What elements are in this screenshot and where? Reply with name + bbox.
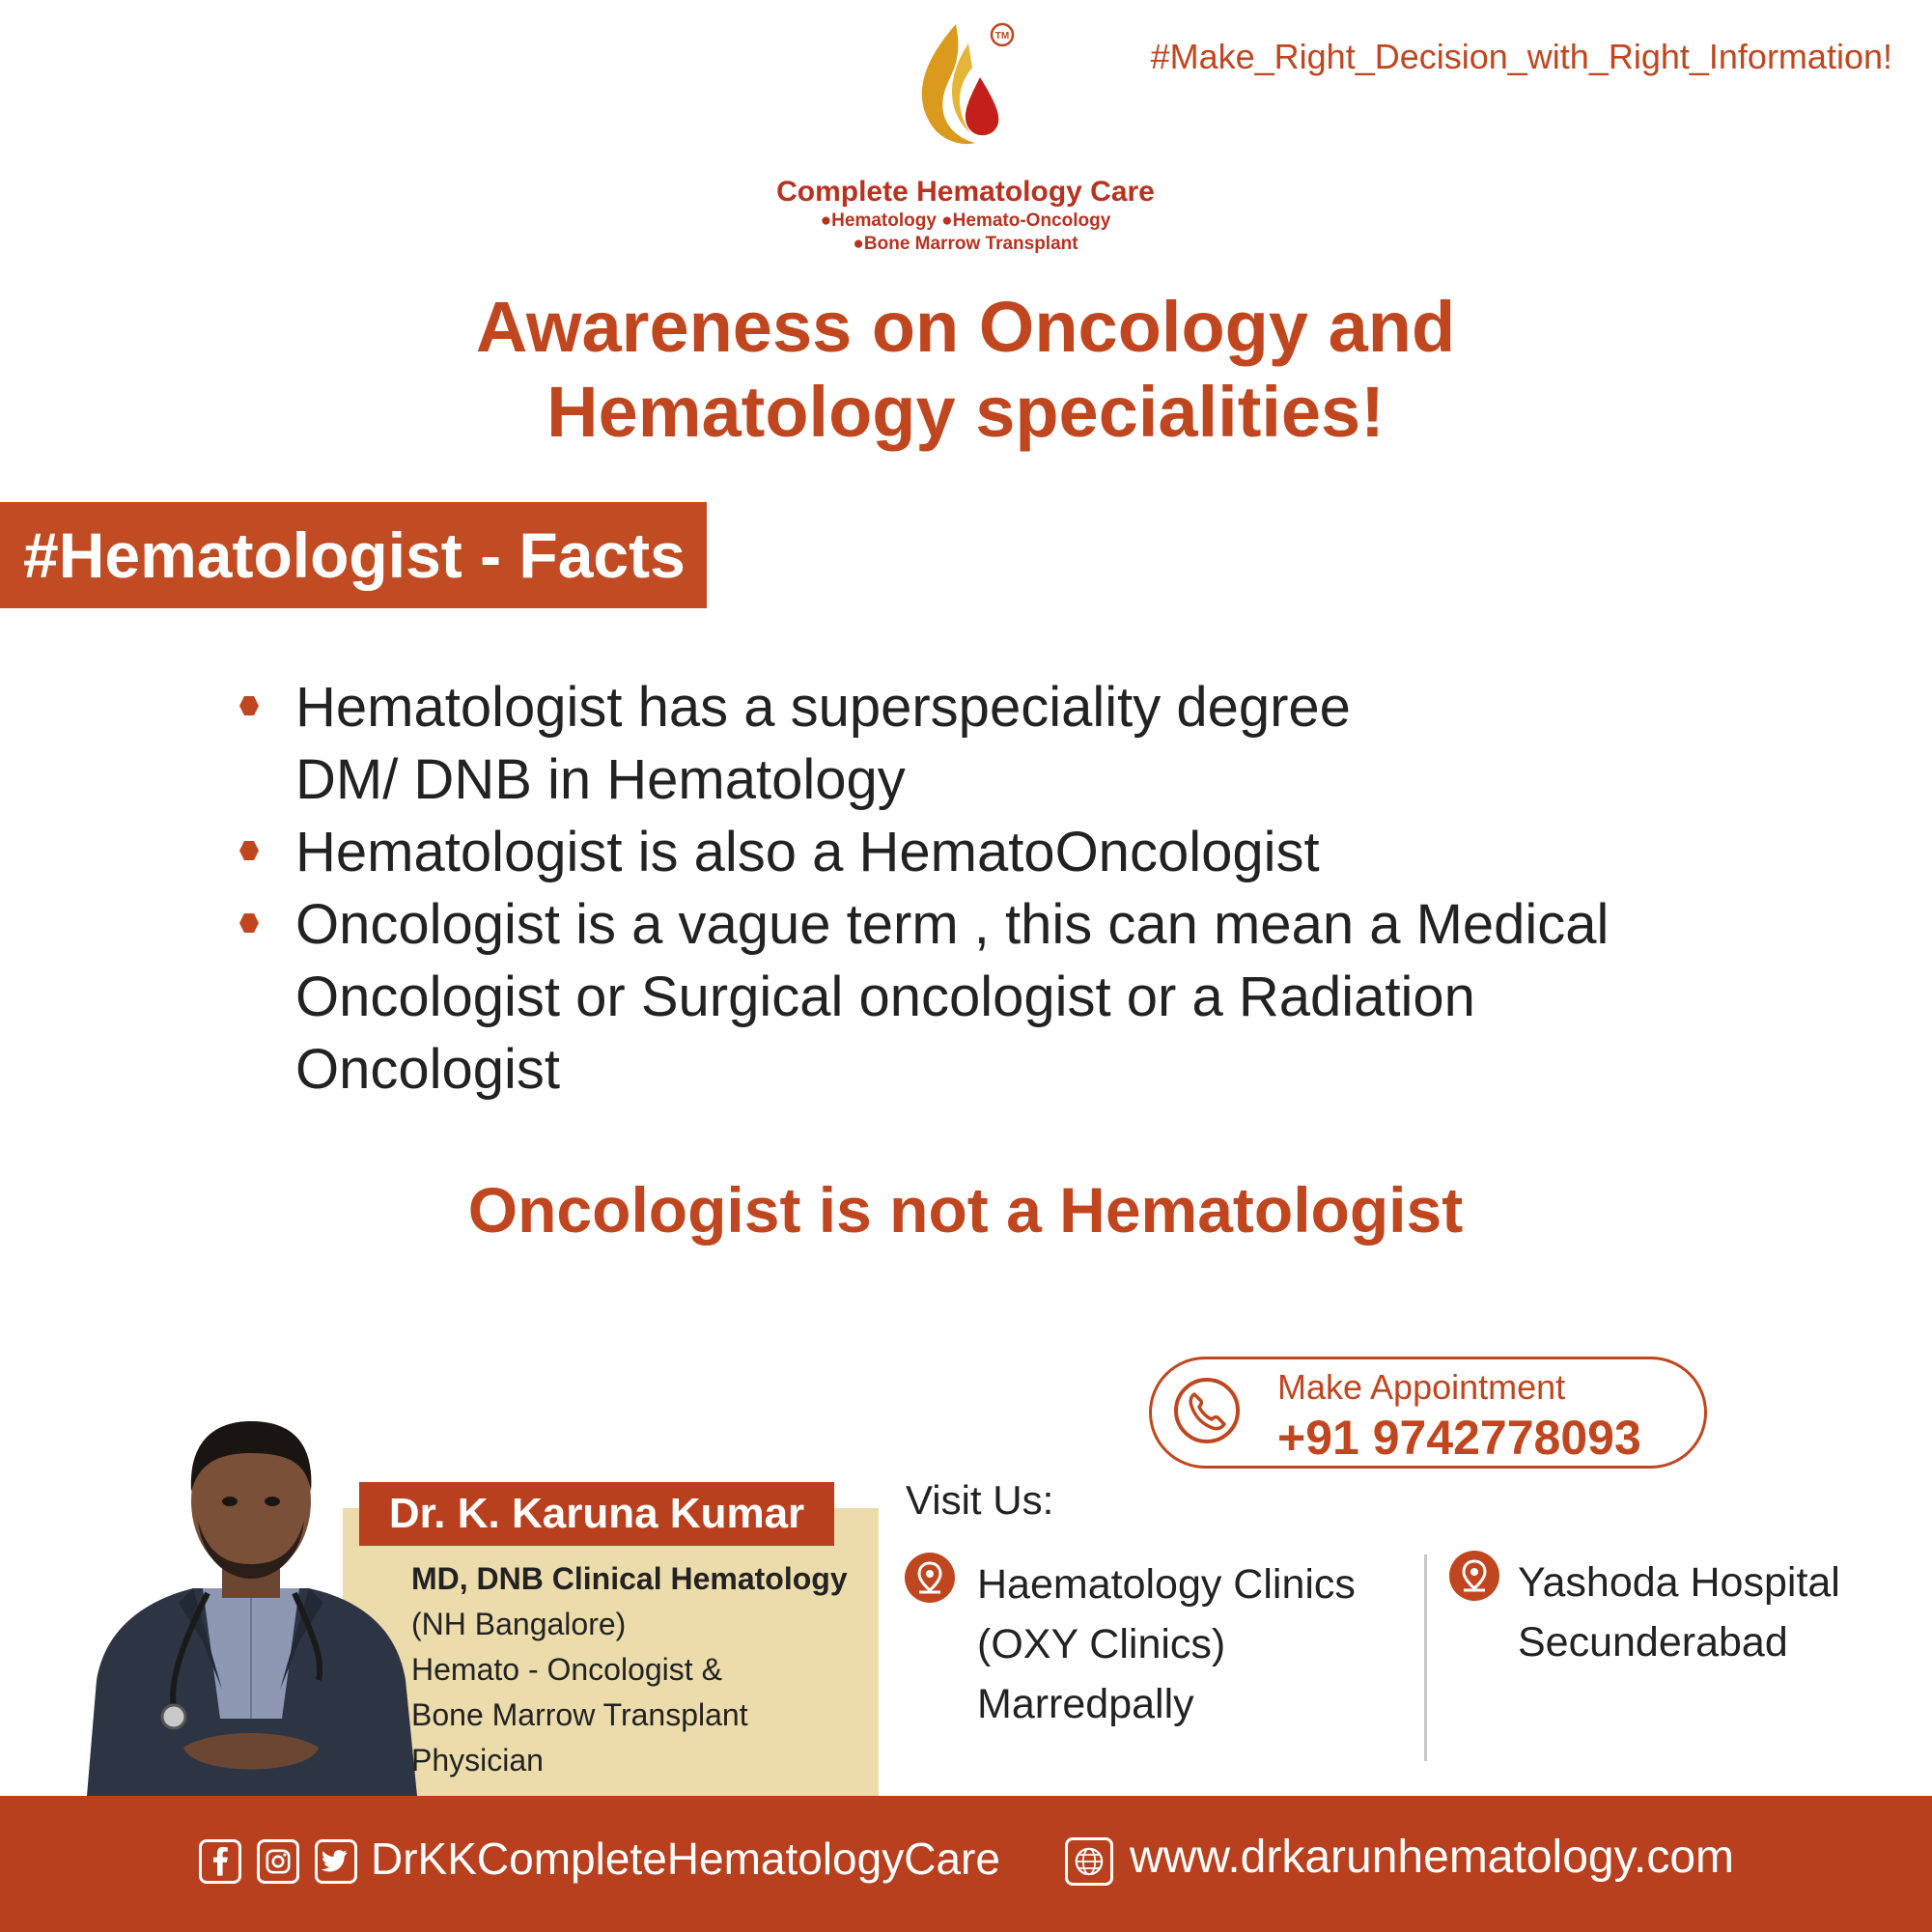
- phone-icon: [1173, 1377, 1241, 1444]
- location-1: Haematology Clinics (OXY Clinics) Marredpally: [977, 1561, 1356, 1727]
- list-item: Hematologist is also a HematoOncologist: [232, 816, 1738, 888]
- facebook-icon[interactable]: [199, 1839, 241, 1884]
- list-item: Hematologist has a superspeciality degree DM/ DNB in Hematology: [232, 671, 1738, 816]
- list-item: Oncologist is a vague term , this can mean a Medical Oncologist or Surgical oncologist or a Radiation Oncologist: [232, 888, 1738, 1106]
- hashtag-slogan: #Make_Right_Decision_with_Right_Information!: [1150, 37, 1892, 76]
- facts-list: [232, 671, 1738, 1106]
- tagline: Oncologist is not a Hematologist: [467, 1174, 1464, 1246]
- bullet-hexagon-icon: [239, 696, 259, 715]
- brand-name: Complete Hematology Care: [776, 176, 1155, 208]
- credential-role-line2: Bone Marrow Transplant: [411, 1697, 748, 1732]
- globe-icon: [1065, 1837, 1113, 1886]
- doctor-credentials: [411, 1556, 875, 1783]
- website-link[interactable]: www.drkarunhematology.com: [1130, 1832, 1735, 1883]
- page-headline: [193, 285, 1738, 455]
- brand-services-line2: ●Bone Marrow Transplant: [853, 234, 1078, 254]
- brand-services-line1: ●Hematology ●Hemato-Oncology: [820, 210, 1111, 231]
- credential-role-line3: Physician: [411, 1743, 544, 1778]
- appointment-button[interactable]: [1149, 1357, 1707, 1469]
- headline-line2: Hematology specialities!: [546, 372, 1385, 452]
- bullet-hexagon-icon: [239, 841, 259, 860]
- facts-banner: #Hematologist - Facts: [0, 502, 707, 608]
- twitter-icon[interactable]: [315, 1839, 357, 1884]
- visit-us-label: Visit Us:: [906, 1477, 1054, 1523]
- doctor-name: Dr. K. Karuna Kumar: [359, 1482, 834, 1546]
- credential-institute: (NH Bangalore): [411, 1607, 627, 1641]
- address-divider: [1424, 1554, 1427, 1761]
- bullet-hexagon-icon: [239, 913, 259, 933]
- instagram-icon[interactable]: [257, 1839, 299, 1884]
- brand-logo: [763, 19, 1168, 255]
- doctor-photo: [77, 1400, 425, 1796]
- headline-line1: Awareness on Oncology and: [475, 287, 1456, 367]
- appointment-label: Make Appointment: [1277, 1367, 1566, 1407]
- flame-drop-logo-icon: [903, 19, 1028, 154]
- social-handle[interactable]: DrKKCompleteHematologyCare: [371, 1834, 1000, 1884]
- appointment-phone[interactable]: +91 9742778093: [1277, 1411, 1641, 1465]
- location-pin-icon: [1448, 1550, 1500, 1602]
- location-pin-icon: [904, 1552, 956, 1604]
- location-2: Yashoda Hospital Secunderabad: [1518, 1559, 1840, 1666]
- trademark-mark: TM: [994, 31, 1010, 42]
- credential-role-line1: Hemato - Oncologist &: [411, 1652, 722, 1687]
- credential-degree: MD, DNB Clinical Hematology: [411, 1561, 848, 1596]
